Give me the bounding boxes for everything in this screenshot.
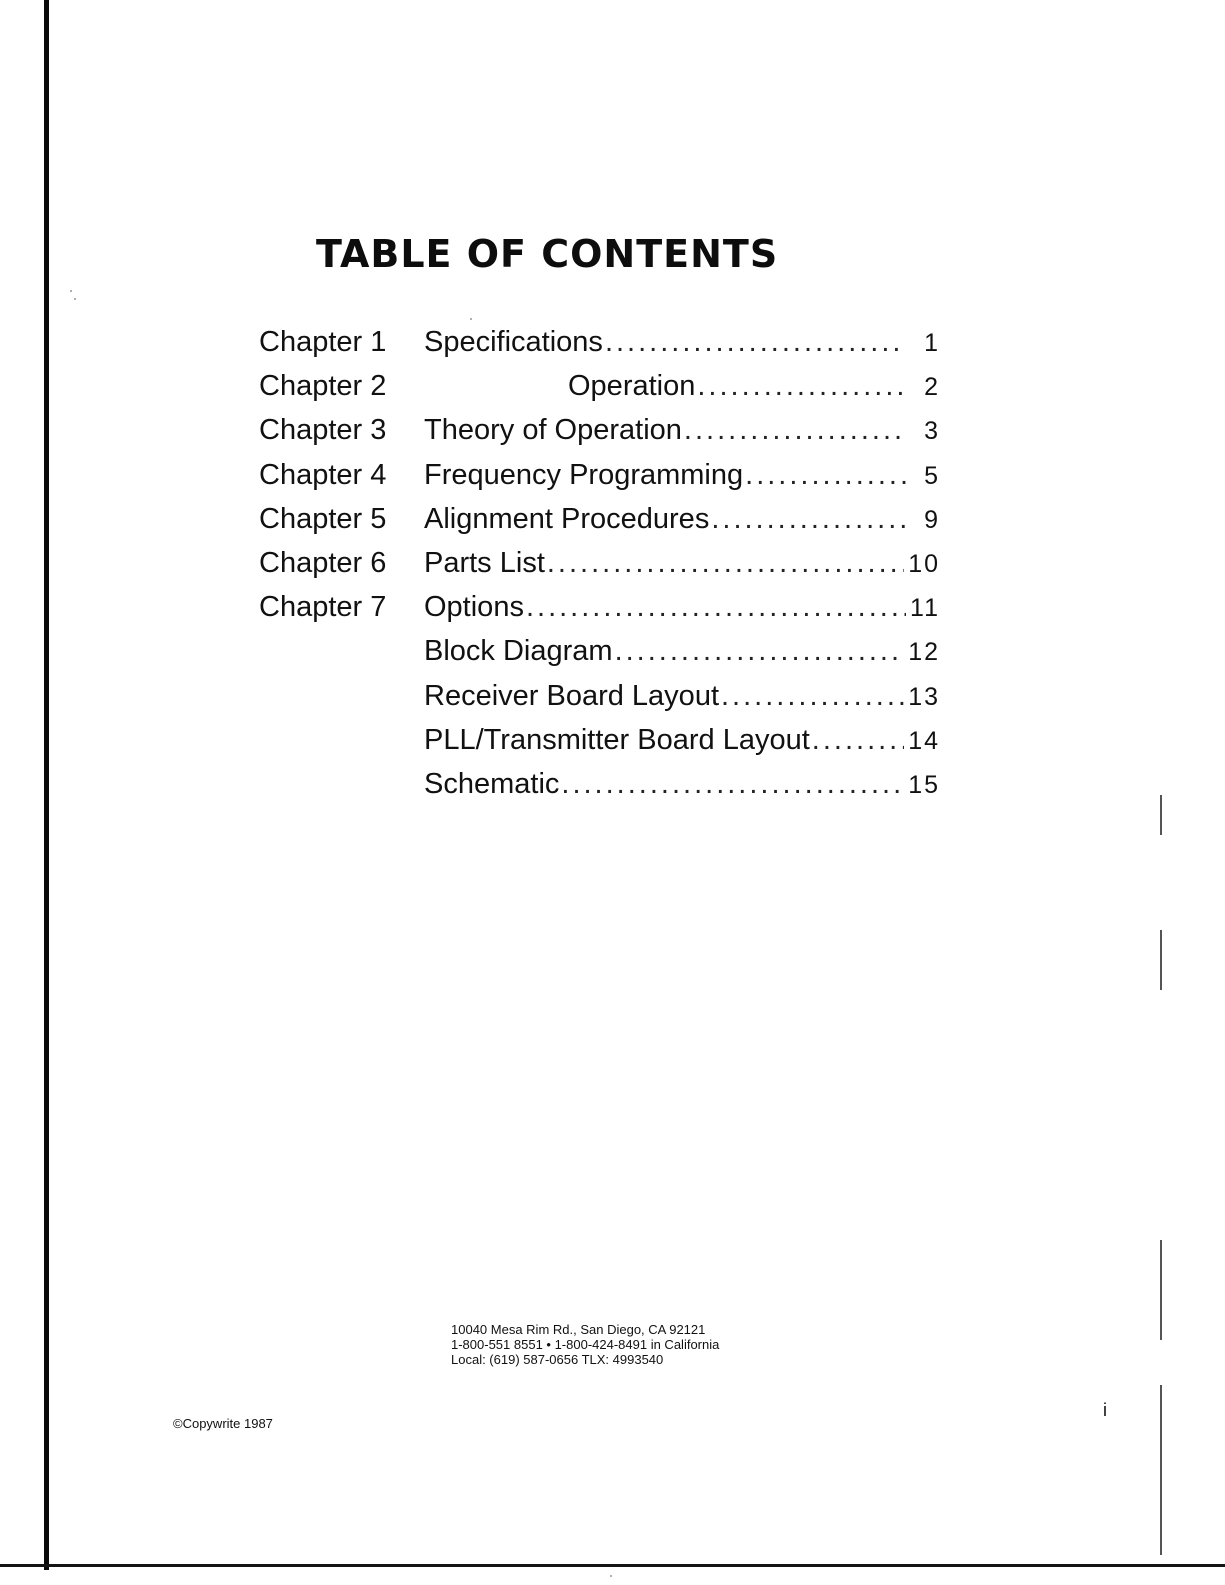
toc-row[interactable] [259,585,949,629]
toc-page-number: 3 [924,417,940,446]
toc-entry [424,585,940,630]
toc-chapter-label: Chapter 1 [259,326,387,358]
toc-dot-leader [684,408,906,452]
toc-chapter-label: Chapter 5 [259,502,387,535]
toc-page-number: 13 [908,682,940,711]
toc-entry-title: Schematic [424,767,560,800]
toc-page-number: 14 [908,726,940,755]
toc-page-number: 12 [908,638,940,667]
page-number: i [1103,1400,1107,1420]
scan-mark [1160,795,1162,835]
toc-entry [424,320,940,365]
toc-entry [424,718,940,763]
scan-border-bottom [0,1564,1225,1567]
toc-page-number: 9 [924,505,940,534]
toc-dot-leader [697,364,906,408]
toc-page-number: 1 [924,329,940,357]
toc-list [259,320,949,806]
toc-entry-title: Theory of Operation [424,414,682,447]
address-local: Local: (619) 587-0656 TLX: 4993540 [451,1352,664,1367]
toc-dot-leader [615,629,905,673]
toc-dot-leader [561,762,904,806]
toc-row[interactable] [259,674,949,718]
toc-page-number: 2 [924,373,940,402]
copyright-notice: ©Copywrite 1987 [173,1416,273,1431]
toc-entry [424,453,940,498]
toc-dot-leader [721,674,904,718]
address-street: 10040 Mesa Rim Rd., San Diego, CA 92121 [451,1322,706,1337]
toc-dot-leader [547,541,904,585]
scan-border-left [44,0,49,1570]
toc-chapter-label: Chapter 6 [259,546,387,579]
address-phone: 1-800-551 8551 • 1-800-424-8491 in California [451,1337,720,1352]
toc-row[interactable] [259,762,949,806]
toc-entry-title: Options [424,591,524,624]
toc-entry-title: Alignment Procedures [424,502,710,535]
toc-entry-title: Frequency Programming [424,458,744,491]
toc-page-number: 11 [910,594,940,623]
toc-row[interactable] [259,541,949,585]
toc-dot-leader [812,718,904,762]
toc-dot-leader [605,320,906,364]
toc-entry [424,629,940,674]
scan-mark [1160,1385,1162,1555]
toc-chapter-label: Chapter 7 [259,591,387,624]
toc-row[interactable] [259,364,949,408]
toc-entry-title: Parts List [424,546,545,579]
toc-entry-title: Block Diagram [424,635,613,668]
toc-entry [424,408,940,453]
toc-entry-title: PLL/Transmitter Board Layout [424,723,810,756]
toc-row[interactable] [259,408,949,452]
toc-row[interactable] [259,629,949,673]
toc-page-number: 15 [908,770,940,799]
toc-dot-leader [745,453,906,497]
scan-speck [70,290,72,292]
toc-chapter-label: Chapter 4 [259,458,387,491]
scan-mark [1160,930,1162,990]
toc-entry-title: Operation [568,370,696,403]
toc-chapter-label: Chapter 2 [259,370,387,403]
toc-entry [424,364,940,409]
toc-dot-leader [711,497,906,541]
toc-row[interactable] [259,497,949,541]
toc-chapter-label: Chapter 3 [259,414,387,447]
toc-entry-title: Receiver Board Layout [424,679,719,712]
toc-page-number: 10 [908,549,940,578]
page-title: TABLE OF CONTENTS [316,232,779,276]
company-address [451,1322,719,1367]
toc-entry [424,762,940,807]
toc-row[interactable] [259,320,949,364]
scan-speck [74,298,76,300]
toc-entry [424,541,940,586]
scan-mark [1160,1240,1162,1340]
toc-entry [424,674,940,719]
toc-entry [424,497,940,542]
toc-entry-title: Specifications [424,326,603,358]
toc-row[interactable] [259,718,949,762]
scan-speck [610,1575,612,1577]
toc-page-number: 5 [924,461,940,490]
toc-dot-leader [526,585,906,629]
toc-row[interactable] [259,453,949,497]
